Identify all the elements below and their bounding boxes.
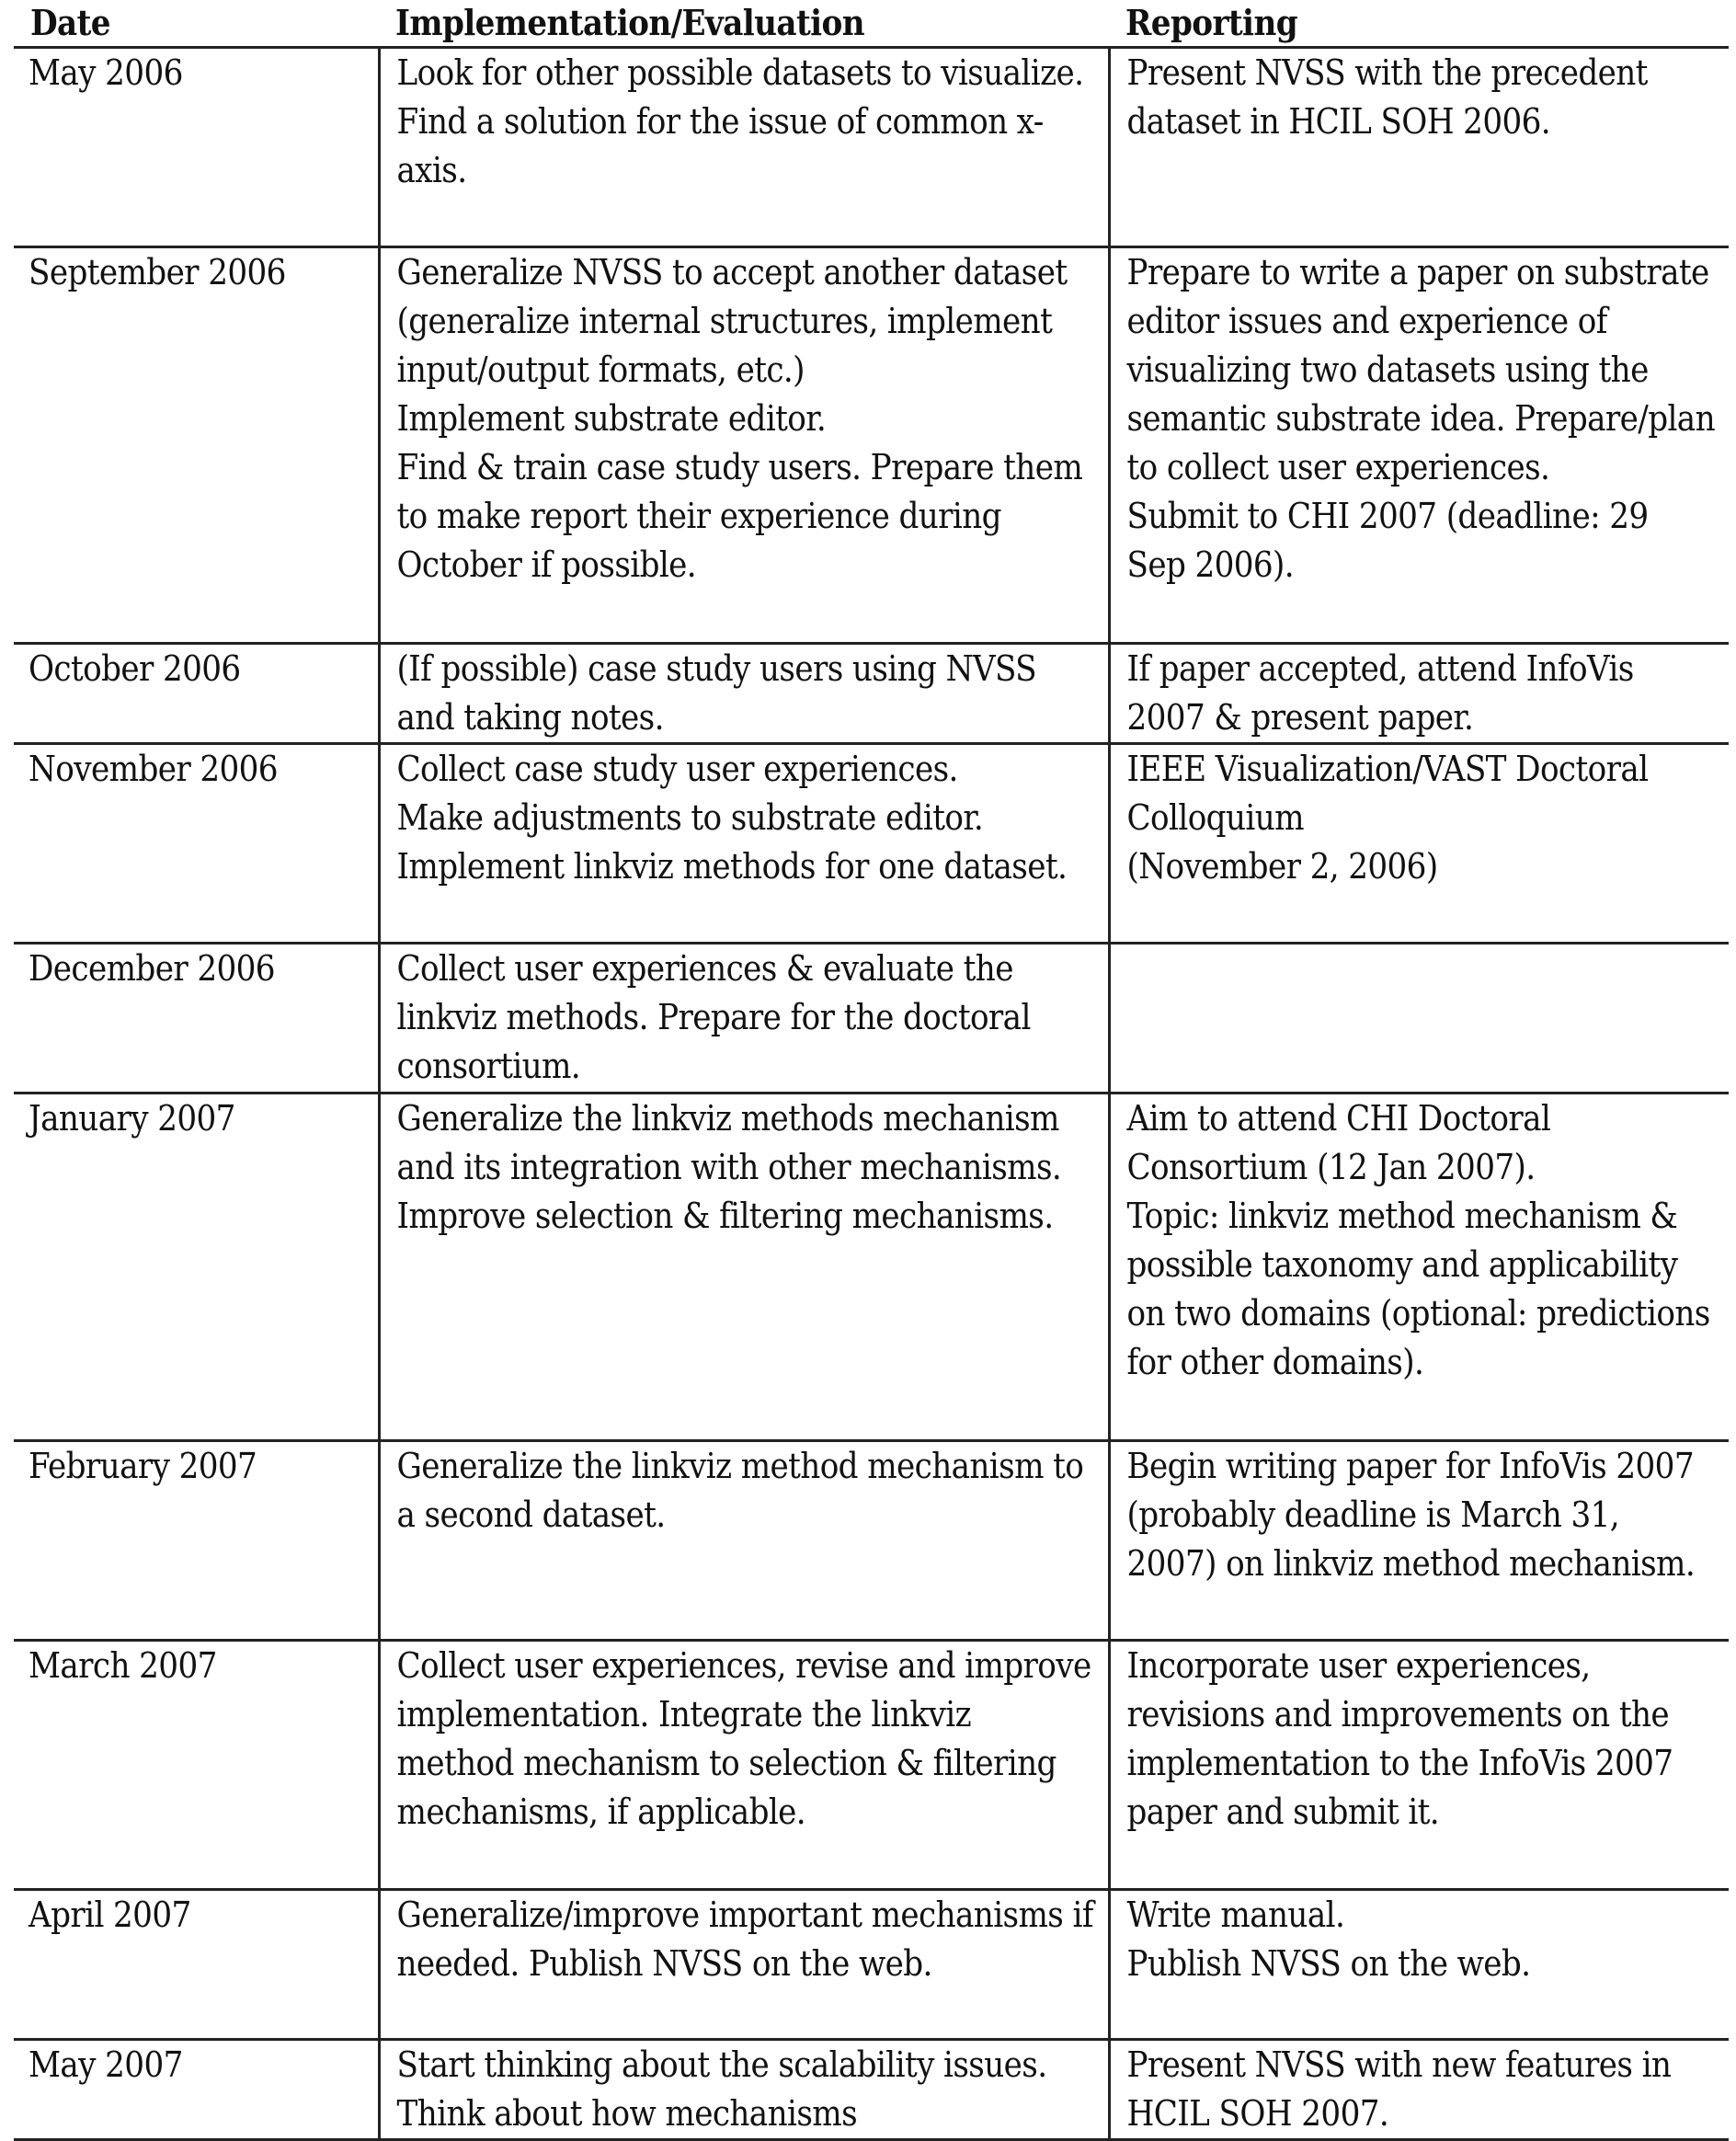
table-row: [14, 1441, 1729, 1641]
date-cell: December 2006: [14, 944, 379, 1093]
implementation-cell: Start thinking about the scalability issues. Think about how mechanisms: [379, 2040, 1109, 2140]
reporting-cell: Prepare to write a paper on substrate editor issues and experience of visualizing two datasets using the semantic substrate idea. Prepare/plan to collect user experiences. Submit to CHI 2007 (deadline: 29 Sep 2006).: [1109, 247, 1729, 644]
date-cell: November 2006: [14, 744, 379, 944]
schedule-table: [14, 0, 1729, 2141]
reporting-cell: If paper accepted, attend InfoVis 2007 & present paper.: [1109, 644, 1729, 744]
reporting-cell: Present NVSS with new features in HCIL SOH 2007.: [1109, 2040, 1729, 2140]
reporting-cell: IEEE Visualization/VAST Doctoral Colloquium (November 2, 2006): [1109, 744, 1729, 944]
date-cell: May 2007: [14, 2040, 379, 2140]
implementation-cell: Collect case study user experiences. Make adjustments to substrate editor. Implement linkviz methods for one dataset.: [379, 744, 1109, 944]
table-row: [14, 744, 1729, 944]
header-date: Date: [14, 0, 379, 48]
table-row: [14, 644, 1729, 744]
table-row: [14, 1093, 1729, 1441]
table-row: [14, 1890, 1729, 2040]
reporting-cell: Aim to attend CHI Doctoral Consortium (12 Jan 2007). Topic: linkviz method mechanism & possible taxonomy and applicability on two domains (optional: predictions for other domains).: [1109, 1093, 1729, 1441]
date-cell: March 2007: [14, 1641, 379, 1890]
date-cell: September 2006: [14, 247, 379, 644]
implementation-cell: Collect user experiences, revise and improve implementation. Integrate the linkviz method mechanism to selection & filtering mechanisms, if applicable.: [379, 1641, 1109, 1890]
table-header-row: [14, 0, 1729, 48]
implementation-cell: Collect user experiences & evaluate the linkviz methods. Prepare for the doctoral consortium.: [379, 944, 1109, 1093]
table-row: [14, 2040, 1729, 2140]
table-row: [14, 1641, 1729, 1890]
reporting-cell: Begin writing paper for InfoVis 2007 (probably deadline is March 31, 2007) on linkviz method mechanism.: [1109, 1441, 1729, 1641]
date-cell: April 2007: [14, 1890, 379, 2040]
implementation-cell: (If possible) case study users using NVSS and taking notes.: [379, 644, 1109, 744]
reporting-cell: Incorporate user experiences, revisions and improvements on the implementation to the InfoVis 2007 paper and submit it.: [1109, 1641, 1729, 1890]
implementation-cell: Generalize the linkviz method mechanism to a second dataset.: [379, 1441, 1109, 1641]
implementation-cell: Generalize the linkviz methods mechanism and its integration with other mechanisms. Improve selection & filtering mechanisms.: [379, 1093, 1109, 1441]
implementation-cell: Look for other possible datasets to visualize. Find a solution for the issue of common x-axis.: [379, 48, 1109, 247]
table-row: [14, 247, 1729, 644]
implementation-cell: Generalize/improve important mechanisms if needed. Publish NVSS on the web.: [379, 1890, 1109, 2040]
date-cell: January 2007: [14, 1093, 379, 1441]
date-cell: February 2007: [14, 1441, 379, 1641]
header-implementation: Implementation/Evaluation: [379, 0, 1109, 48]
reporting-cell: [1109, 944, 1729, 1093]
date-cell: May 2006: [14, 48, 379, 247]
reporting-cell: Present NVSS with the precedent dataset in HCIL SOH 2006.: [1109, 48, 1729, 247]
header-reporting: Reporting: [1109, 0, 1729, 48]
date-cell: October 2006: [14, 644, 379, 744]
reporting-cell: Write manual. Publish NVSS on the web.: [1109, 1890, 1729, 2040]
table-row: [14, 48, 1729, 247]
table-row: [14, 944, 1729, 1093]
implementation-cell: Generalize NVSS to accept another dataset (generalize internal structures, implement input/output formats, etc.) Implement substrate editor. Find & train case study users. Prepare them to make report their experience during October if possible.: [379, 247, 1109, 644]
